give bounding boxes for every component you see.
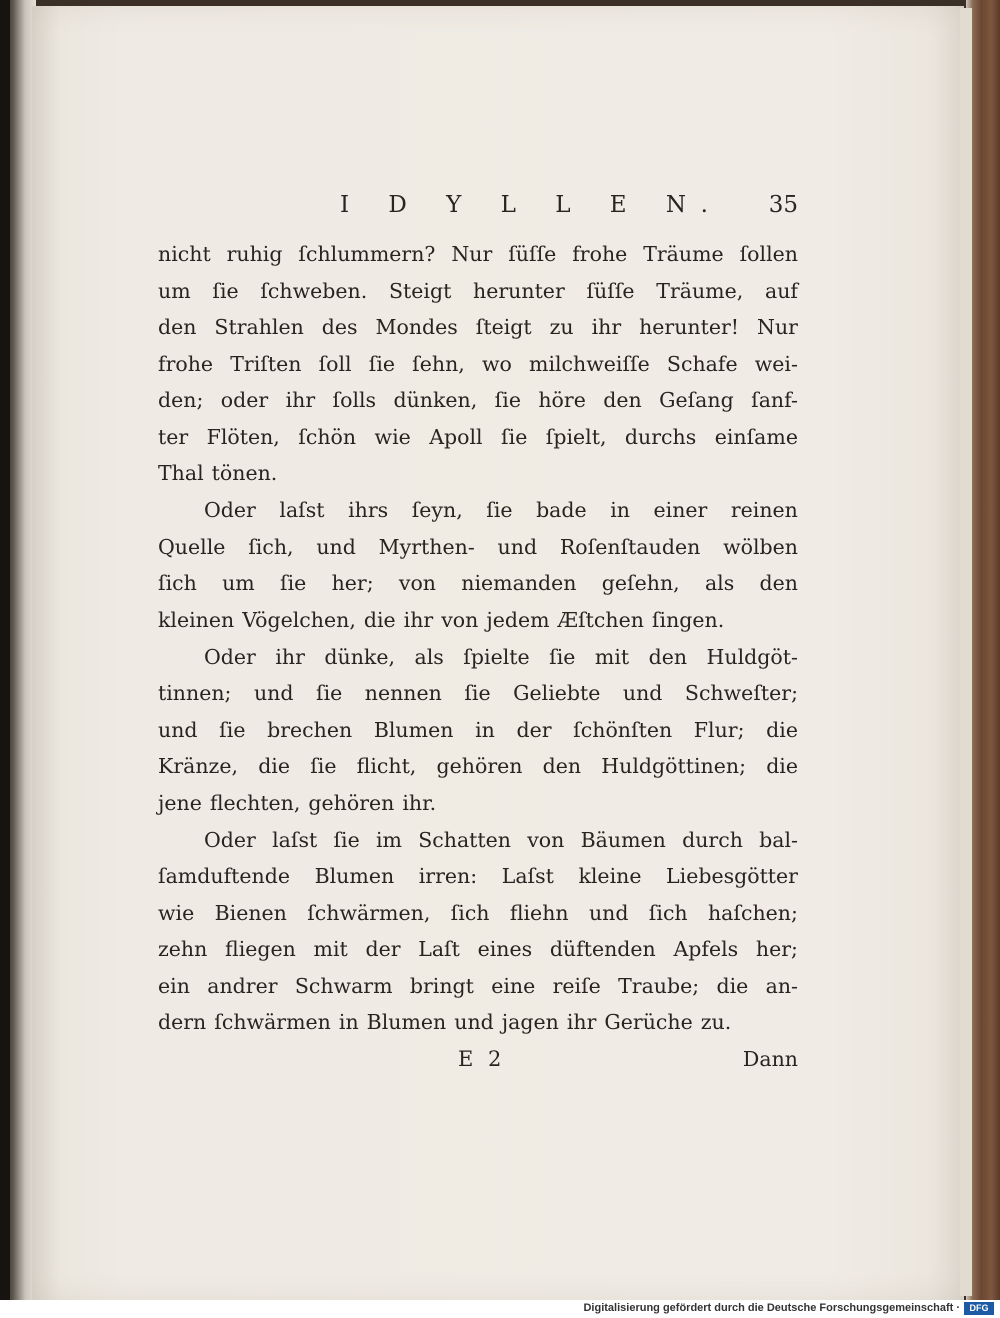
word: Flöten,: [206, 424, 280, 449]
word: fliehn: [509, 900, 569, 925]
text-line: [158, 602, 798, 639]
text-line: [158, 675, 798, 712]
word: Æſtchen: [557, 607, 644, 632]
word: Blumen: [314, 864, 395, 888]
word: durchs: [624, 424, 697, 449]
word: als: [704, 571, 735, 595]
word: dern: [158, 1010, 207, 1034]
word: Schweſter;: [684, 681, 798, 705]
text-line: [158, 712, 798, 749]
word: eines: [477, 937, 533, 961]
word: tinnen;: [158, 681, 232, 705]
book-spine: [0, 0, 10, 1300]
word: ſpielt,: [545, 424, 607, 449]
word: ſchön: [298, 424, 357, 449]
text-line: [158, 858, 798, 895]
word: den;: [158, 388, 204, 412]
word: herunter: [473, 278, 565, 303]
word: ſich: [648, 900, 688, 925]
word: ihr.: [402, 790, 437, 815]
word: Oder: [204, 644, 256, 669]
page-text-block: [158, 192, 798, 1077]
word: die: [766, 717, 798, 742]
word: Träume: [643, 242, 724, 266]
catchword: Dann: [742, 1046, 798, 1071]
word: höre: [538, 388, 586, 412]
word: ſich: [158, 571, 197, 595]
word: den: [759, 571, 798, 595]
word: wei-: [754, 351, 798, 376]
word: ſpielte: [463, 644, 530, 669]
text-line: [158, 565, 798, 602]
word: Strahlen: [214, 315, 304, 339]
word: des: [321, 315, 358, 339]
dfg-logo[interactable]: DFG: [964, 1302, 994, 1315]
running-head-title: I D Y L L E N.: [340, 192, 724, 218]
word: den: [542, 754, 582, 778]
word: ſanf-: [751, 388, 798, 412]
word: fliegen: [225, 937, 296, 961]
word: oder: [220, 388, 269, 412]
word: brechen: [267, 717, 353, 742]
text-line: [158, 785, 798, 822]
word: her;: [755, 937, 798, 961]
word: ſie: [219, 717, 246, 742]
word: irren:: [418, 864, 478, 888]
word: einſame: [714, 424, 798, 449]
word: Geſang: [659, 388, 734, 412]
word: mit: [594, 644, 630, 669]
word: geſehn,: [601, 571, 680, 595]
word: Traube;: [618, 973, 700, 998]
word: herunter!: [639, 315, 740, 339]
text-line: [158, 529, 798, 566]
word: Nur: [757, 315, 798, 339]
word: nennen: [364, 681, 442, 705]
word: der: [365, 937, 401, 961]
word: Steigt: [388, 278, 452, 303]
word: Huldgöttinen;: [601, 754, 746, 778]
word: ihr: [275, 644, 305, 669]
word: und: [588, 900, 629, 925]
word: mit: [313, 937, 348, 961]
word: Laſst: [501, 864, 554, 888]
word: ſie: [280, 571, 307, 595]
word: und: [253, 681, 294, 705]
word: einer: [653, 498, 708, 522]
word: Schafe: [666, 351, 738, 376]
word: Träume,: [656, 278, 744, 303]
word: der: [516, 717, 552, 742]
word: wölben: [723, 534, 798, 559]
word: reinen: [730, 498, 798, 522]
word: zehn: [158, 937, 208, 961]
book-page: [32, 6, 964, 1300]
word: Mondes: [375, 315, 458, 339]
word: als: [414, 644, 444, 669]
word: ſie: [333, 827, 360, 852]
word: ſeyn,: [411, 498, 463, 522]
word: her;: [331, 571, 374, 595]
word: frohe: [158, 351, 214, 376]
word: ſie: [501, 424, 528, 449]
word: ſie: [212, 278, 239, 303]
word: Apfels: [673, 937, 739, 961]
text-line: [158, 639, 798, 676]
word: Blumen: [373, 717, 454, 742]
word: ſchönſten: [573, 717, 673, 742]
word: und: [497, 534, 538, 559]
word: Oder: [204, 498, 256, 522]
word: den: [648, 644, 688, 669]
word: ſie: [486, 498, 513, 522]
word: gehören: [436, 754, 523, 778]
word: dünke,: [324, 644, 396, 669]
word: wie: [158, 900, 195, 925]
word: ſich,: [248, 534, 294, 559]
text-line: [158, 382, 798, 419]
word: Bienen: [214, 900, 287, 925]
text-line: [158, 455, 798, 492]
word: Geliebte: [513, 681, 601, 705]
word: Myrthen-: [378, 534, 475, 559]
word: ihr: [566, 1010, 597, 1034]
word: haſchen;: [707, 900, 798, 925]
word: tönen.: [211, 461, 278, 485]
word: ſchwärmen: [214, 1010, 331, 1034]
word: eine: [491, 973, 536, 998]
text-line: [158, 895, 798, 932]
word: an-: [765, 973, 798, 998]
word: laſst: [272, 827, 318, 852]
word: und: [158, 717, 198, 742]
word: ſingen.: [651, 607, 725, 632]
word: ſie: [549, 644, 576, 669]
word: Bäumen: [580, 827, 666, 852]
word: ſteigt: [475, 315, 532, 339]
word: ſie: [464, 681, 491, 705]
word: ter: [158, 424, 189, 449]
word: jagen: [501, 1010, 559, 1034]
word: und: [622, 681, 663, 705]
word: durch: [682, 827, 743, 852]
word: reiſe: [552, 973, 601, 998]
word: ſehn,: [412, 351, 465, 376]
word: in: [338, 1010, 359, 1034]
word: bade: [536, 498, 587, 522]
word: ein: [158, 973, 190, 998]
word: bal-: [759, 827, 798, 852]
word: den: [158, 315, 197, 339]
word: die: [766, 754, 798, 778]
word: ſie: [494, 388, 521, 412]
word: von: [441, 607, 479, 632]
text-line: [158, 492, 798, 529]
signature-mark: E 2: [458, 1046, 506, 1071]
funding-credit-text: Digitalisierung gefördert durch die Deutsche Forschungsgemeinschaft ·: [583, 1302, 960, 1314]
word: kleine: [578, 864, 642, 888]
word: ſchlummern?: [298, 242, 436, 266]
word: Kränze,: [158, 754, 238, 778]
word: ſchweben.: [260, 278, 368, 303]
word: dünken,: [393, 388, 478, 412]
word: nicht: [158, 242, 211, 266]
word: Oder: [204, 827, 256, 852]
word: flicht,: [356, 754, 417, 778]
word: Blumen: [366, 1010, 447, 1034]
word: auf: [764, 278, 798, 303]
word: niemanden: [461, 571, 577, 595]
word: von: [527, 827, 565, 852]
word: laſst: [279, 498, 325, 522]
word: Vögelchen,: [242, 607, 356, 632]
page-edges: [960, 8, 972, 1296]
word: ſüſſe: [586, 278, 635, 303]
word: ſollen: [739, 242, 798, 266]
word: ſchwärmen,: [307, 900, 431, 925]
text-line: [158, 419, 798, 456]
word: jene: [158, 790, 202, 815]
word: den: [603, 388, 642, 412]
word: in: [475, 717, 495, 742]
word: Thal: [158, 461, 204, 485]
word: wie: [374, 424, 411, 449]
word: in: [610, 498, 630, 522]
word: die: [716, 973, 749, 998]
word: Quelle: [158, 534, 226, 559]
word: ſolls: [332, 388, 377, 412]
word: milchweiſſe: [529, 351, 650, 376]
word: Laſt: [418, 937, 460, 961]
word: Triſten: [230, 351, 302, 376]
funding-footer-bar: [0, 1300, 1000, 1318]
word: bringt: [409, 973, 474, 998]
word: Schwarm: [294, 973, 393, 998]
text-line: [158, 346, 798, 383]
word: um: [158, 278, 191, 303]
word: und: [454, 1010, 494, 1034]
text-line: [158, 822, 798, 859]
word: Apoll: [429, 424, 483, 449]
text-line: [158, 931, 798, 968]
word: ſoll: [318, 351, 352, 376]
word: und: [316, 534, 356, 559]
word: ihrs: [348, 498, 389, 522]
word: frohe: [572, 242, 628, 266]
word: im: [375, 827, 402, 852]
text-line: [158, 309, 798, 346]
text-line: [158, 1004, 798, 1041]
word: ruhig: [226, 242, 283, 266]
text-line: [158, 968, 798, 1005]
running-head: [158, 192, 798, 236]
word: ihr: [285, 388, 316, 412]
word: ihr: [403, 607, 434, 632]
word: zu: [549, 315, 574, 339]
word: gehören: [308, 790, 395, 815]
word: andrer: [207, 973, 278, 998]
text-line: [158, 748, 798, 785]
word: ihr: [591, 315, 622, 339]
word: Schatten: [418, 827, 511, 852]
page-number: 35: [768, 192, 798, 218]
word: Roſenſtauden: [559, 534, 701, 559]
page-footer: [158, 1041, 798, 1077]
word: um: [222, 571, 255, 595]
word: Nur: [451, 242, 493, 266]
word: die: [258, 754, 290, 778]
body-text: [158, 236, 798, 1041]
word: Flur;: [693, 717, 745, 742]
word: düftenden: [549, 937, 656, 961]
word: Huldgöt-: [706, 644, 798, 669]
text-line: [158, 273, 798, 310]
word: ſamduftende: [158, 864, 290, 888]
word: die: [363, 607, 396, 632]
word: ſich: [450, 900, 490, 925]
word: kleinen: [158, 607, 235, 632]
text-line: [158, 236, 798, 273]
word: ſie: [315, 681, 343, 705]
word: Liebesgötter: [666, 864, 798, 888]
word: ſie: [368, 351, 396, 376]
word: Gerüche: [604, 1010, 693, 1034]
word: flechten,: [209, 790, 301, 815]
word: ſie: [310, 754, 337, 778]
word: jedem: [486, 607, 550, 632]
word: ſüſſe: [508, 242, 557, 266]
word: von: [398, 571, 437, 595]
word: wo: [481, 351, 512, 376]
word: zu.: [700, 1010, 732, 1034]
